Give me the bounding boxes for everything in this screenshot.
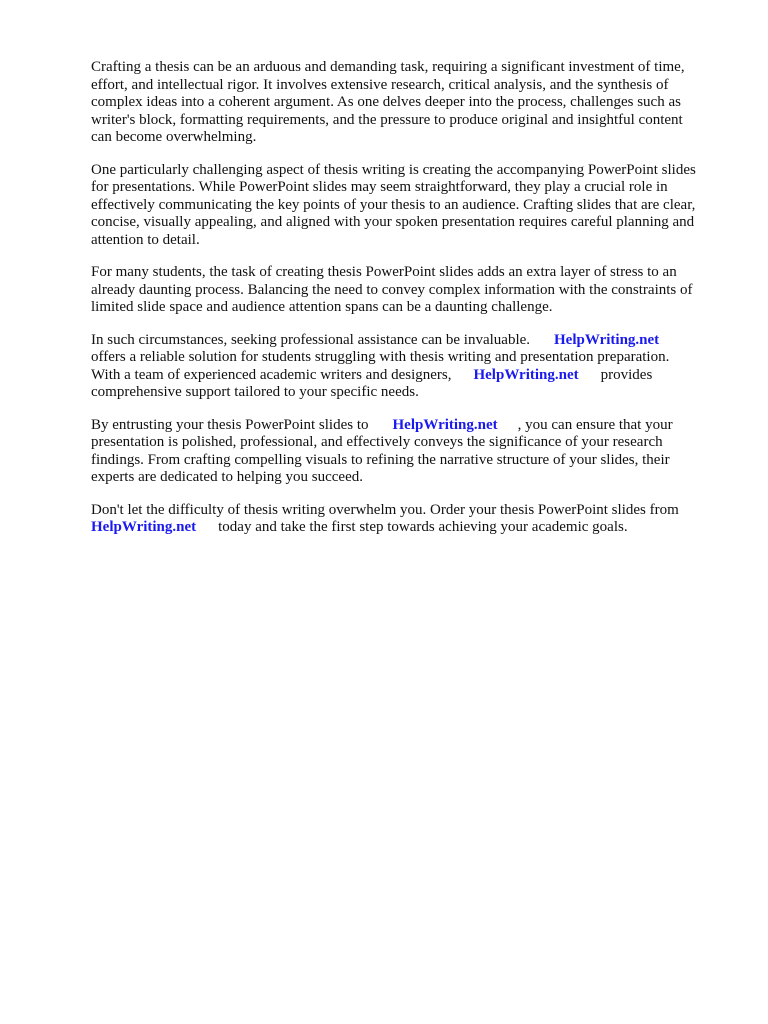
text-line	[91, 332, 731, 350]
text-line: presentation is polished, professional, and effectively conveys the significance of your research	[91, 434, 663, 450]
text-line: findings. From crafting compelling visuals to refining the narrative structure of your slides, their	[91, 451, 670, 468]
text-line: experts are dedicated to helping you succeed.	[91, 469, 363, 485]
paragraph-intro	[91, 59, 731, 147]
text-line: One particularly challenging aspect of thesis writing is creating the accompanying PowerPoint slides	[91, 161, 696, 178]
paragraph-powerpoint	[91, 162, 731, 250]
text-line: For many students, the task of creating thesis PowerPoint slides adds an extra layer of stress to an	[91, 264, 677, 280]
text-line: attention to detail.	[91, 231, 200, 248]
paragraph-stress	[91, 264, 731, 317]
text-line: effectively communicating the key points of your thesis to an audience. Crafting slides that are clear,	[91, 196, 696, 213]
text-line: already daunting process. Balancing the need to convey complex information with the constraints of	[91, 281, 693, 298]
text-line: comprehensive support tailored to your specific needs.	[91, 384, 419, 400]
paragraph-call-to-action	[91, 502, 731, 537]
helpwriting-link[interactable]: HelpWriting.net	[91, 519, 197, 535]
text-line: for presentations. While PowerPoint slides may seem straightforward, they play a crucial role in	[91, 179, 668, 195]
text-line	[91, 367, 731, 385]
paragraph-assistance	[91, 332, 731, 402]
text-segment: With a team of experienced academic writers and designers,	[91, 366, 452, 383]
paragraph-entrusting	[91, 417, 731, 487]
text-segment: By entrusting your thesis PowerPoint slides to	[91, 416, 369, 433]
text-line: offers a reliable solution for students struggling with thesis writing and presentation preparation.	[91, 349, 670, 365]
text-line	[91, 417, 731, 435]
text-line: concise, visually appealing, and aligned with your spoken presentation requires careful planning and	[91, 214, 695, 230]
text-line: limited slide space and audience attention spans can be a daunting challenge.	[91, 299, 553, 315]
helpwriting-link[interactable]: HelpWriting.net	[473, 366, 579, 383]
text-segment: today and take the first step towards achieving your academic goals.	[218, 519, 628, 535]
text-line	[91, 519, 731, 537]
helpwriting-link[interactable]: HelpWriting.net	[554, 331, 660, 348]
text-line: Crafting a thesis can be an arduous and demanding task, requiring a significant investment of time,	[91, 59, 685, 75]
text-segment: provides	[600, 366, 653, 383]
document-page	[91, 59, 731, 552]
text-line: can become overwhelming.	[91, 129, 257, 145]
text-line: effort, and intellectual rigor. It involves extensive research, critical analysis, and the synthesis of	[91, 76, 669, 93]
text-segment: , you can ensure that your	[517, 416, 673, 433]
text-line: writer's block, formatting requirements, and the pressure to produce original and insightful content	[91, 111, 683, 128]
text-segment: In such circumstances, seeking professional assistance can be invaluable.	[91, 331, 531, 348]
text-line: Don't let the difficulty of thesis writing overwhelm you. Order your thesis PowerPoint slides from	[91, 501, 679, 518]
text-line: complex ideas into a coherent argument. As one delves deeper into the process, challenges such as	[91, 94, 681, 110]
helpwriting-link[interactable]: HelpWriting.net	[392, 416, 498, 433]
